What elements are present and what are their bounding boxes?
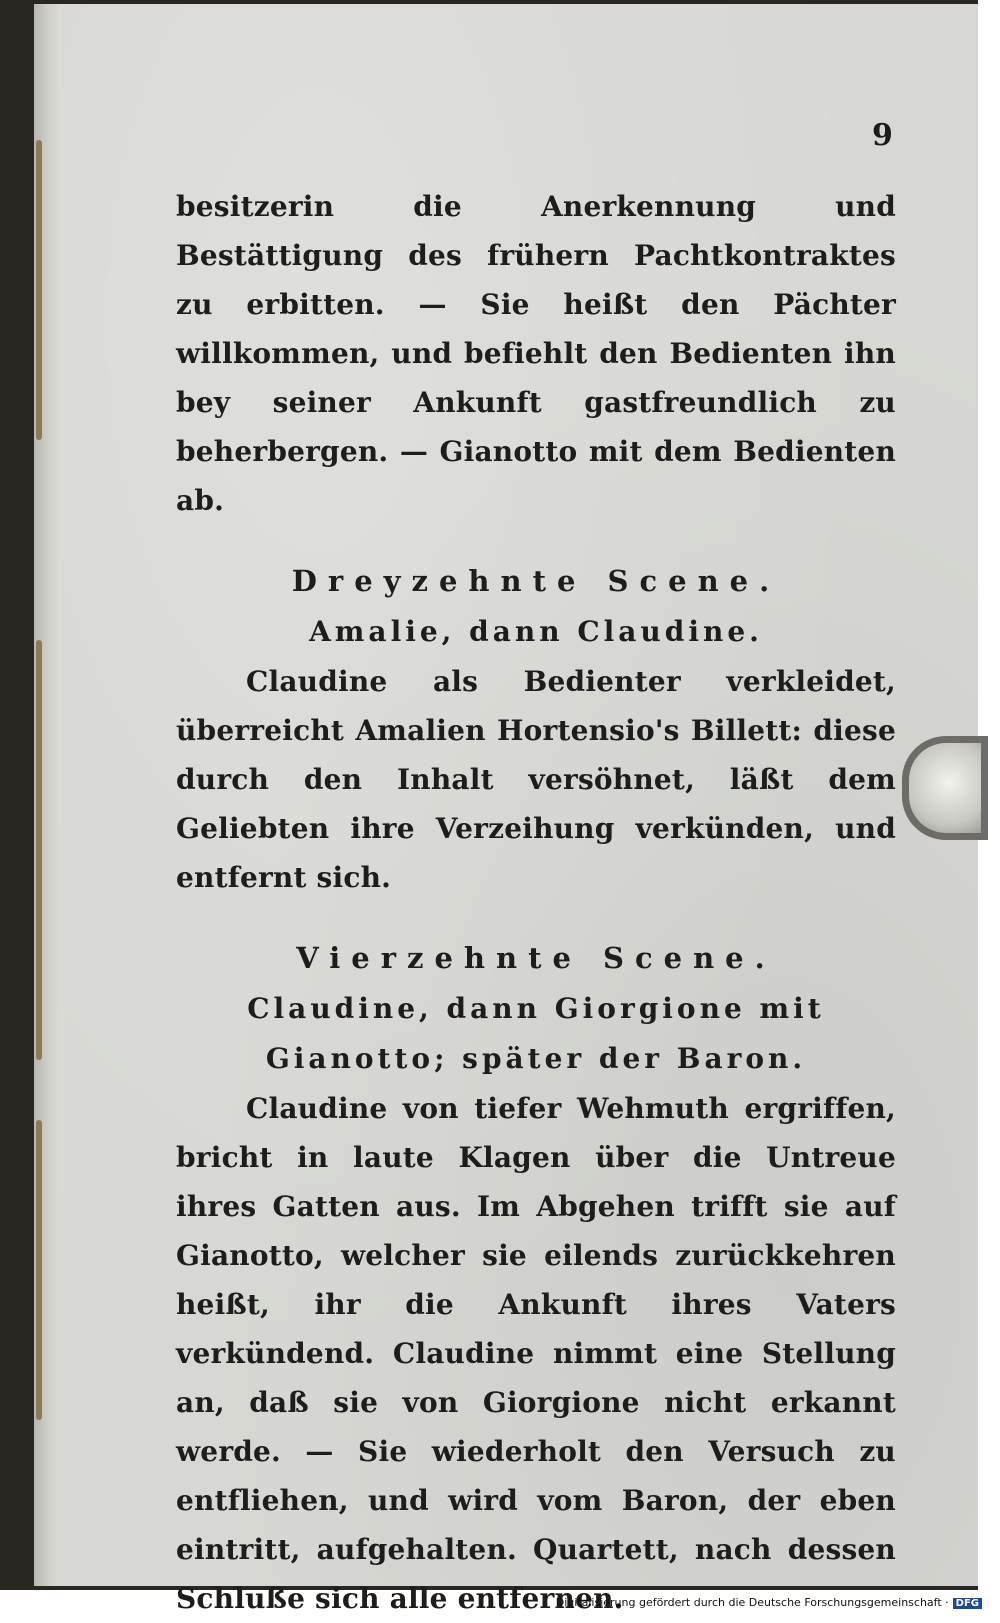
page-number: 9 [872, 118, 893, 153]
scene-heading-14: Vierzehnte Scene. [296, 941, 776, 975]
paragraph-continuation: besitzerin die Anerkennung und Bestättigung des frühern Pachtkontraktes zu erbitten. — Sie heißt den Pächter willkommen, und befiehlt den Bedienten ihn bey seiner Ankunft gastfreundlich zu beherbergen. — Gianotto mit dem Bedienten ab. [176, 190, 896, 517]
binding-thread [36, 640, 42, 1060]
credit-text: Digitalisierung gefördert durch die Deutsche Forschungsgemeinschaft · [555, 1596, 949, 1609]
scene-heading-13: Dreyzehnte Scene. [291, 564, 781, 598]
dfg-logo: DFG [953, 1598, 982, 1609]
binding-thread [36, 1120, 42, 1420]
digitization-credit [556, 1596, 982, 1609]
page-text [176, 182, 896, 1623]
scene-text-14: Claudine von tiefer Wehmuth ergriffen, bricht in laute Klagen über die Untreue ihres Gatten aus. Im Abgehen trifft sie auf Gianotto, welcher sie eilends zurückkehren heißt, ihr die Ankunft ihres Vaters verkündend. Claudine nimmt eine Stellung an, daß sie von Giorgione nicht erkannt werde. — Sie wiederholt den Versuch zu entfliehen, und wird vom Baron, der eben eintritt, aufgehalten. Quartett, nach dessen Schluße sich alle entfernen. [176, 1092, 896, 1615]
scene-characters-13: Amalie, dann Claudine. [309, 615, 763, 648]
scene-text-13: Claudine als Bedienter verkleidet, überreicht Amalien Hortensio's Billett: diese durch den Inhalt versöhnet, läßt dem Geliebten ihre Verzeihung verkünden, und entfernt sich. [176, 665, 896, 894]
binding-thread [36, 140, 42, 440]
page-clip [902, 736, 988, 840]
scene-characters-14: Claudine, dann Giorgione mit Gianotto; später der Baron. [247, 992, 825, 1075]
